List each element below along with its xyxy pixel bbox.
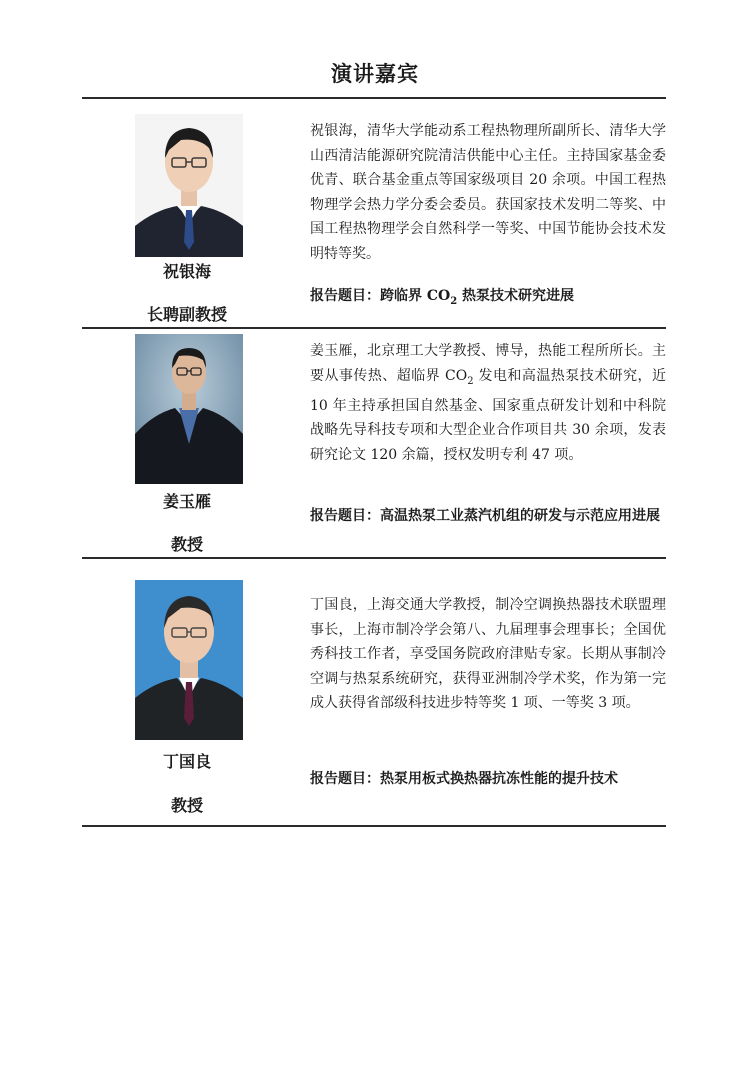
speaker-1-bio: 祝银海，清华大学能动系工程热物理所副所长、清华大学山西清洁能源研究院清洁供能中心主任。主持国家基金委优青、联合基金重点等国家级项目 20 余项。中国工程热物理学会热力学分委会委员。获国家技术发明二等奖、中国工程热物理学会自然科学一等奖、中国节能协会技术发明特等奖。 (310, 123, 666, 262)
speaker-3-report (310, 767, 670, 791)
speaker-2-position: 教授 (170, 535, 203, 554)
speaker-1-photo (135, 114, 243, 257)
speaker-2-photo (135, 334, 243, 484)
page-title: 演讲嘉宾 (331, 61, 419, 86)
speaker-2-bio: 姜玉雁，北京理工大学教授、博导，热能工程所所长。主要从事传热、超临界 $CO_2$ 发电和高温热泵技术研究，近 10 年主持承担国自然基金、国家重点研发计划和中科院战略先导科技专项和大型企业合作项目共 30 余项，发表研究论文 120 余篇，授权发明专利 47 项。 (310, 343, 666, 463)
speaker-1-position: 长聘副教授 (146, 305, 227, 324)
report-title: 热泵用板式换热器抗冻性能的提升技术 (380, 771, 618, 787)
speaker-2-report (310, 504, 670, 528)
speaker-3-photo (135, 580, 243, 740)
speaker-1-name: 祝银海 (162, 262, 211, 281)
speaker-1 (82, 99, 666, 327)
report-label: 报告题目： (310, 508, 380, 524)
speaker-3-name: 丁国良 (162, 752, 211, 771)
report-title: 跨临界 $CO_2$ 热泵技术研究进展 (380, 288, 575, 307)
speaker-3-position: 教授 (170, 796, 203, 815)
report-title: 高温热泵工业蒸汽机组的研发与示范应用进展 (380, 508, 660, 524)
speaker-3-bio: 丁国良，上海交通大学教授，制冷空调换热器技术联盟理事长，上海市制冷学会第八、九届理事会理事长；全国优秀科技工作者，享受国务院政府津贴专家。长期从事制冷空调与热泵系统研究，获得亚洲制冷学术奖，作为第一完成人获得省部级科技进步特等奖 1 项、一等奖 3 项。 (310, 597, 666, 711)
report-label: 报告题目： (310, 771, 380, 787)
report-label: 报告题目： (310, 288, 380, 304)
speaker-1-report (310, 284, 670, 314)
rule-bottom (82, 825, 666, 827)
speaker-2 (82, 329, 666, 557)
speaker-3 (82, 559, 666, 825)
speaker-2-name: 姜玉雁 (162, 492, 211, 511)
